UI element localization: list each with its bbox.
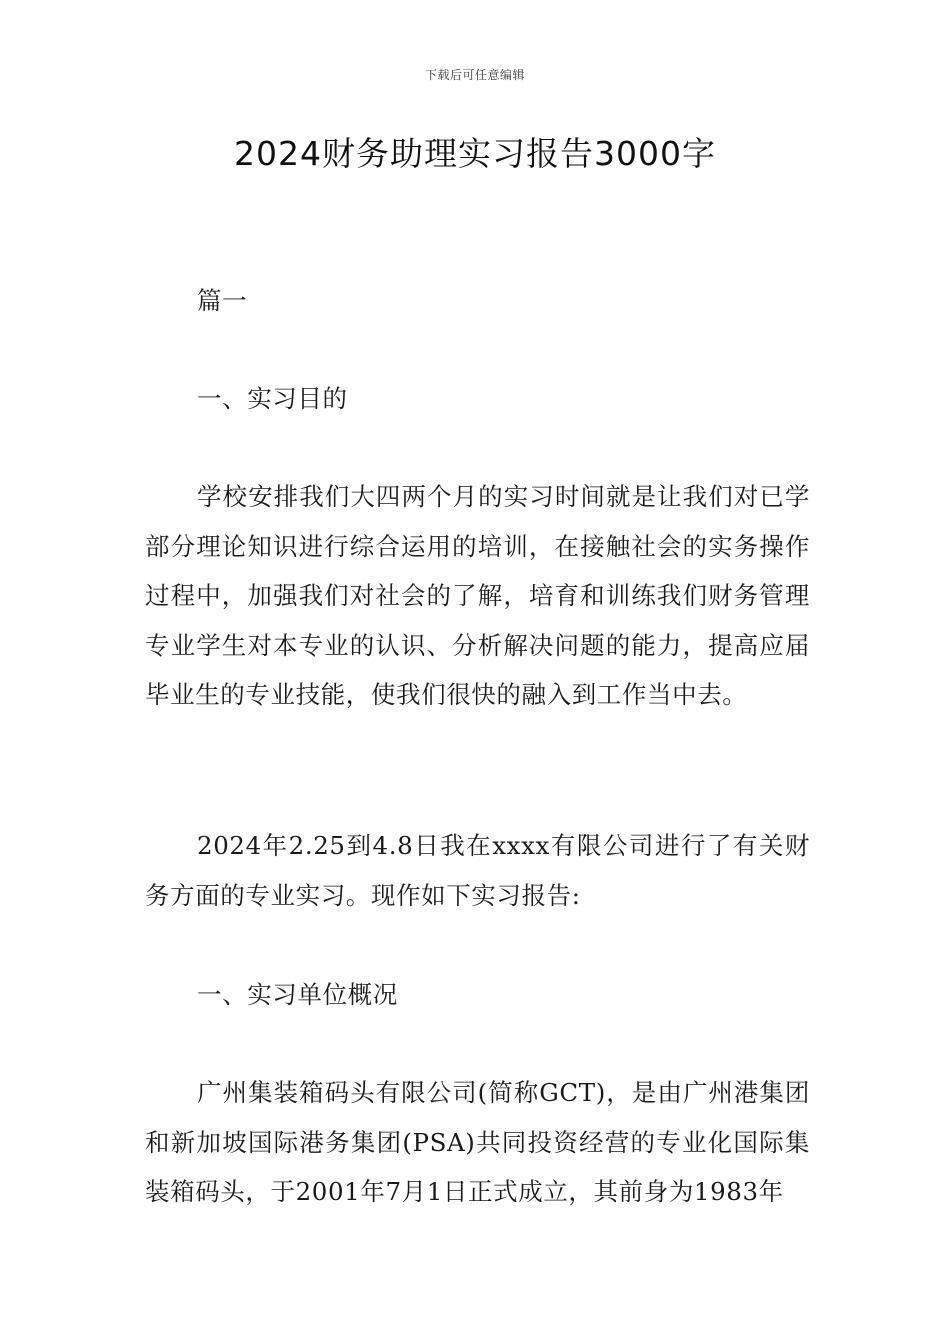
section-heading-purpose: 一、实习目的 — [197, 384, 348, 413]
chapter-label: 篇一 — [197, 286, 248, 315]
paragraph-unit: 广州集装箱码头有限公司(简称GCT)，是由广州港集团和新加坡国际港务集团(PSA)共同投资经营的专业化国际集装箱码头，于2001年7月1日正式成立，其前身为1983年 — [145, 1078, 810, 1206]
section-heading-unit: 一、实习单位概况 — [197, 980, 398, 1009]
paragraph-purpose: 学校安排我们大四两个月的实习时间就是让我们对已学部分理论知识进行综合运用的培训，在接触社会的实务操作过程中，加强我们对社会的了解，培育和训练我们财务管理专业学生对本专业的认识、分析解决问题的能力，提高应届毕业生的专业技能，使我们很快的融入到工作当中去。 — [145, 482, 810, 709]
paragraph-dates: 2024年2.25到4.8日我在xxxx有限公司进行了有关财务方面的专业实习。现作如下实习报告: — [145, 831, 810, 910]
document-title: 2024财务助理实习报告3000字 — [234, 134, 716, 173]
header-note: 下载后可任意编辑 — [424, 68, 525, 82]
